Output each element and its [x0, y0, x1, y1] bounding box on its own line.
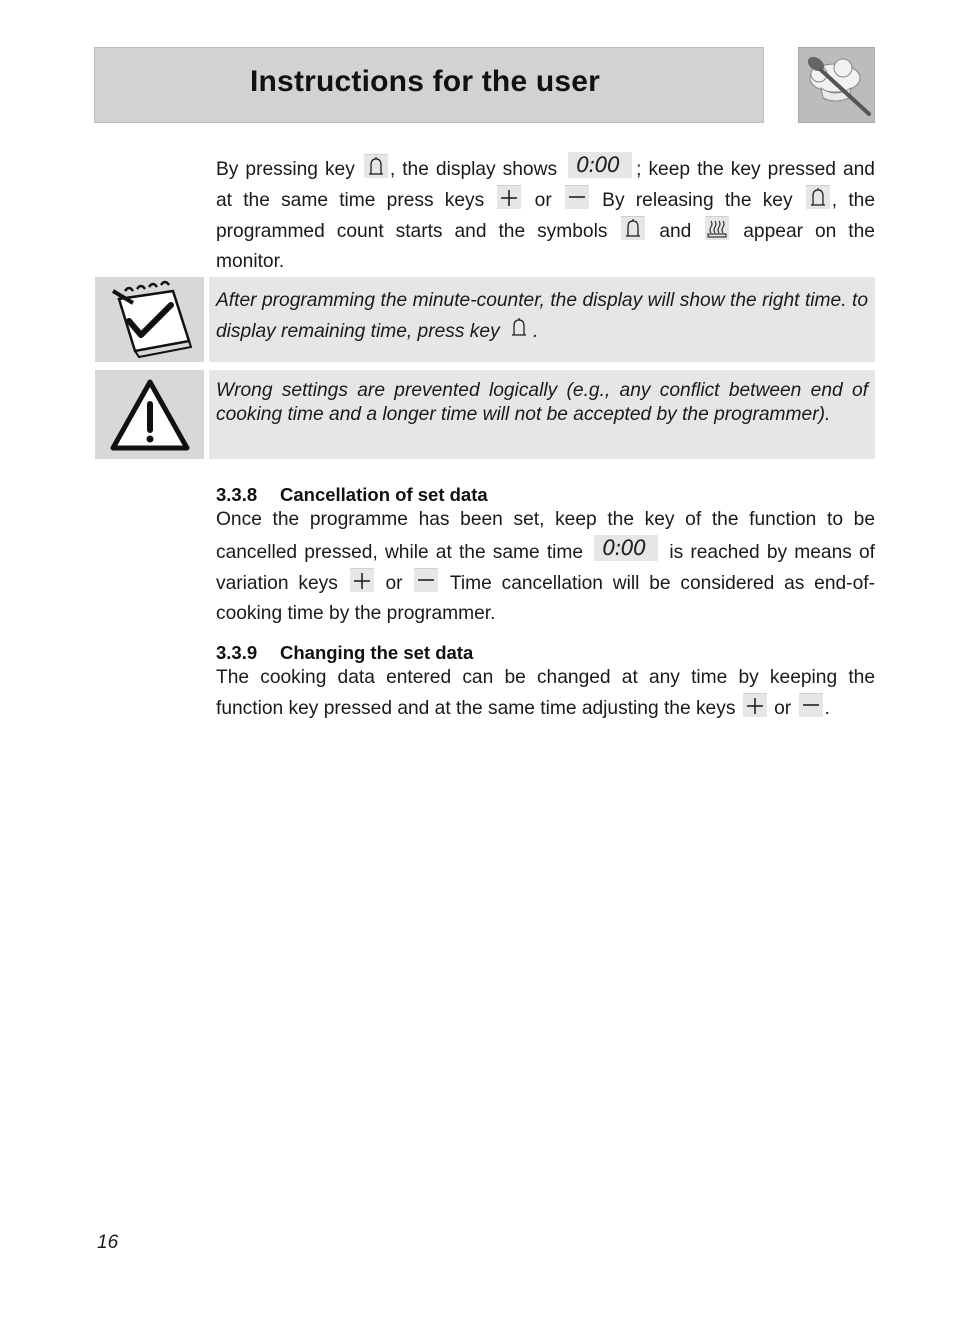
display-readout-icon: 0:00: [594, 535, 658, 561]
section-heading-339: 3.3.9 Changing the set data: [216, 642, 474, 663]
intro-paragraph: By pressing key , the display shows 0:00 ; keep the key pressed and at the same time press keys or By releasing the key , the programmed count starts and the symbols and appear on the monitor.: [216, 153, 876, 272]
bell-key-icon: [364, 154, 388, 178]
page-number: 16: [97, 1232, 119, 1253]
warning-text: Wrong settings are prevented logically (e.g., any conflict between end of cooking time and a longer time will not be accepted by the programmer).: [216, 380, 868, 425]
warning-triangle-icon: [95, 370, 204, 459]
display-readout-icon: 0:00: [568, 152, 632, 178]
chef-spoon-logo: [798, 47, 875, 123]
plus-key-icon: [743, 693, 767, 717]
chef-spoon-icon: [799, 48, 876, 124]
plus-key-icon: [497, 185, 521, 209]
minus-key-icon: [565, 185, 589, 209]
note-icon-panel: [95, 277, 204, 362]
section-339-paragraph: The cooking data entered can be changed at any time by keeping the function key pressed and at the same time adjusting the keys or .: [216, 667, 875, 719]
note-text: After programming the minute-counter, the display will show the right time. to display remaining time, press key .: [216, 290, 868, 342]
page-title: Instructions for the user: [250, 65, 601, 98]
cooking-heat-icon: [705, 216, 729, 240]
section-338-paragraph: Once the programme has been set, keep the key of the function to be cancelled pressed, while at the same time 0:00 is reached by means of variation keys or Time cancellation will be considered as end-of-cooking time by the programmer.: [216, 509, 875, 624]
warning-panel: [209, 370, 875, 459]
bell-symbol-icon: [621, 216, 645, 240]
section-heading-338: 3.3.8 Cancellation of set data: [216, 484, 488, 505]
bell-key-icon: [806, 185, 830, 209]
warning-icon-panel: [95, 370, 204, 459]
note-panel: [209, 277, 875, 362]
minus-key-icon: [799, 693, 823, 717]
notepad-check-icon: [95, 277, 204, 362]
minus-key-icon: [414, 568, 438, 592]
header-bar: [94, 47, 764, 123]
bell-key-icon: [507, 316, 531, 340]
plus-key-icon: [350, 568, 374, 592]
